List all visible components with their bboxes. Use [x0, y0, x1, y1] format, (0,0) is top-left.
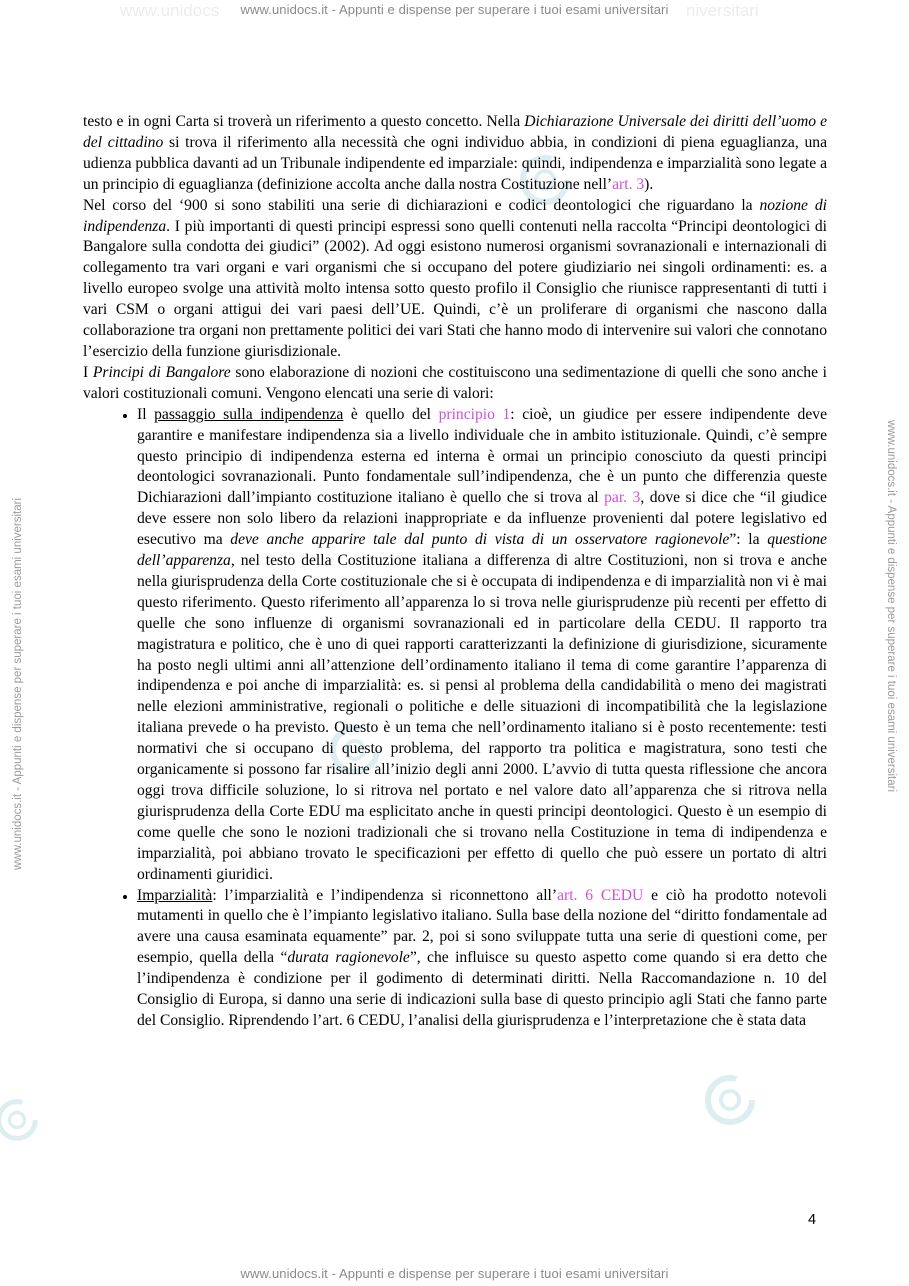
document-body: [83, 112, 827, 1032]
italic-text: durata ragionevole: [287, 949, 410, 967]
italic-text: deve anche apparire tale dal punto di vista di un osservatore ragionevole: [230, 531, 730, 549]
text: : l’imparzialità e l’indipendenza si riconnettono all’: [212, 886, 558, 904]
text: ”, che influisce su questo aspetto come quando si era detto che l’indipendenza è condizione per il godimento di determinati diritti. Nella Raccomandazione n. 10 del Consiglio di Europa, si danno una serie di indicazioni sulla base di questo principio agli Stati che fanno parte del Consiglio. Riprendendo l’art. 6 CEDU, l’analisi della giurisprudenza e l’interpretazione che è stata data: [137, 949, 828, 1029]
text: , dove si dice che “il giudice deve essere non solo libero da relazioni inappropriate e da influenze provenienti dal potere legislativo ed esecutivo ma: [137, 489, 827, 549]
paragraph: [83, 363, 827, 405]
italic-text: Dichiarazione Universale dei diritti dell’uomo e del cittadino: [83, 113, 827, 151]
reference-link: par. 3: [604, 489, 641, 507]
text: . I più importanti di questi principi espressi sono quelli contenuti nella raccolta “Principi deontologici di Bangalore sulla condotta dei giudici” (2002). Ad oggi esistono numerosi organismi sovranazionali e internazionali di collegamento tra vari organi e vari organismi che si occupano del potere giudiziario nei singoli ordinamenti: es. a livello europeo svolge una attività molto intensa sotto questo profilo il Consiglio che riunisce rappresentanti di tutti i vari CSM o organi attigui dei vari paesi dell’UE. Quindi, c’è un proliferare di organismi che nascono dalla collaborazione tra organi non prettamente politici dei vari Stati che hanno modo di intervenire sui valori che connotano l’esercizio della funzione giurisdizionale.: [83, 217, 827, 360]
reference-link: art. 3: [612, 175, 645, 193]
watermark-ghost-left: www.unidocs: [120, 1, 220, 20]
text: Il: [137, 405, 155, 423]
watermark-side-right: www.unidocs.it - Appunti e dispense per superare i tuoi esami universitari: [885, 420, 897, 793]
page-number: 4: [808, 1212, 817, 1228]
text: , nel testo della Costituzione italiana a differenza di altre Costituzioni, non si trova e anche nella giurisprudenza della Corte costituzionale che si è occupata di indipendenza e di imparzialità non vi è mai questo riferimento. Questo riferimento all’apparenza lo si trova nelle giurisprudenze più recenti per effetto di quelle che sono influenze di organismi sovranazionali ed in particolare della CEDU. Il rapporto tra magistratura e politico, che è uno di quei rapporti caratterizzanti la definizione di giurisdizione, sicuramente ha posto negli ultimi anni all’attenzione dell’ordinamento italiano il tema di come garantire l’apparenza di indipendenza e poi anche di imparzialità: es. si pensi al problema della candidabilità o meno dei magistrati nelle elezioni amministrative, regionali o politiche e delle situazioni di incompatibilità che la legislazione italiana prevede o ha previsto. Questo è un tema che nell’ordinamento italiano si è posto recentemente: testi normativi che si occupano di questo problema, del rapporto tra politica e magistratura, sono testi che organicamente si possono far risalire all’inizio degli anni 2000. L’avvio di tutta questa riflessione che ancora oggi trova difficile soluzione, lo si ritrova nel portato e nel valore dato all’apparenza che si ritrova nella giurisprudenza della Corte EDU ma esplicitato anche in questi principi deontologici. Questo è un esempio di come quelle che sono le nozioni tradizionali che si trovano nella Costituzione in tema di indipendenza e imparzialità, poi abbiano trovato le specificazioni per effetto di quello che può essere un portato di altri ordinamenti giuridici.: [137, 552, 827, 883]
paragraph: [83, 112, 827, 196]
watermark-logo-icon: [0, 1090, 42, 1150]
text: ).: [644, 175, 654, 193]
watermark-footer: www.unidocs.it - Appunti e dispense per superare i tuoi esami universitari: [240, 1266, 669, 1281]
paragraph: [83, 196, 827, 363]
underlined-text: passaggio sulla indipendenza: [154, 405, 344, 423]
italic-text: nozione di indipendenza: [83, 196, 827, 235]
italic-text: Principi di Bangalore: [92, 363, 231, 381]
text: : cioè, un giudice per essere indipendente deve garantire e manifestare indipendenza sia a livello individuale che in ambito istituzionale. Quindi, c’è sempre questo principio di indipendenza esterna ed interna è ormai un principio conosciuto da questi principi deontologici sovranazionali. Punto fondamentale sull’indipendenza, che è un punto che differenzia queste Dichiarazioni dall’impianto costituzione italiano è quello che si trova al: [137, 405, 827, 507]
text: testo e in ogni Carta si troverà un riferimento a questo concetto. Nella: [83, 113, 525, 130]
watermark-ghost-right: niversitari: [686, 1, 759, 20]
list-item: [137, 405, 827, 886]
italic-text: questione dell’apparenza: [137, 531, 827, 570]
text: si trova il riferimento alla necessità che ogni individuo abbia, in condizioni di piena eguaglianza, una udienza pubblica davanti ad un Tribunale indipendente ed imparziale: quindi, indipendenza e imparzialità sono legate a un principio di eguaglianza (definizione accolta anche dalla nostra Costituzione nell’: [83, 133, 827, 193]
watermark-header: www.unidocs.it - Appunti e dispense per superare i tuoi esami universitari: [240, 2, 669, 17]
watermark-side-left: www.unidocs.it - Appunti e dispense per superare i tuoi esami universitari: [12, 497, 24, 870]
reference-link: art. 6 CEDU: [557, 886, 644, 904]
list-item: [137, 886, 827, 1032]
reference-link: principio 1: [438, 405, 511, 423]
text: I: [83, 363, 93, 381]
text: e ciò ha prodotto notevoli mutamenti in quello che è l’impianto legislativo italiano. Sulla base della nozione del “diritto fondamentale ad avere una causa esaminata equamente” par. 2, poi si sono sviluppate tutta una serie di questioni come, per esempio, quella della “: [137, 886, 827, 967]
watermark-logo-icon: [700, 1070, 760, 1130]
text: è quello del: [343, 405, 439, 423]
bullet-list: [83, 405, 827, 1032]
underlined-text: Imparzialità: [137, 886, 213, 904]
text: Nel corso del ‘900 si sono stabiliti una serie di dichiarazioni e codici deontologici che riguardano la: [83, 196, 760, 214]
text: ”: la: [729, 531, 768, 549]
text: sono elaborazione di nozioni che costituiscono una sedimentazione di quelli che sono anche i valori costituzionali comuni. Vengono elencati una serie di valori:: [83, 363, 827, 402]
